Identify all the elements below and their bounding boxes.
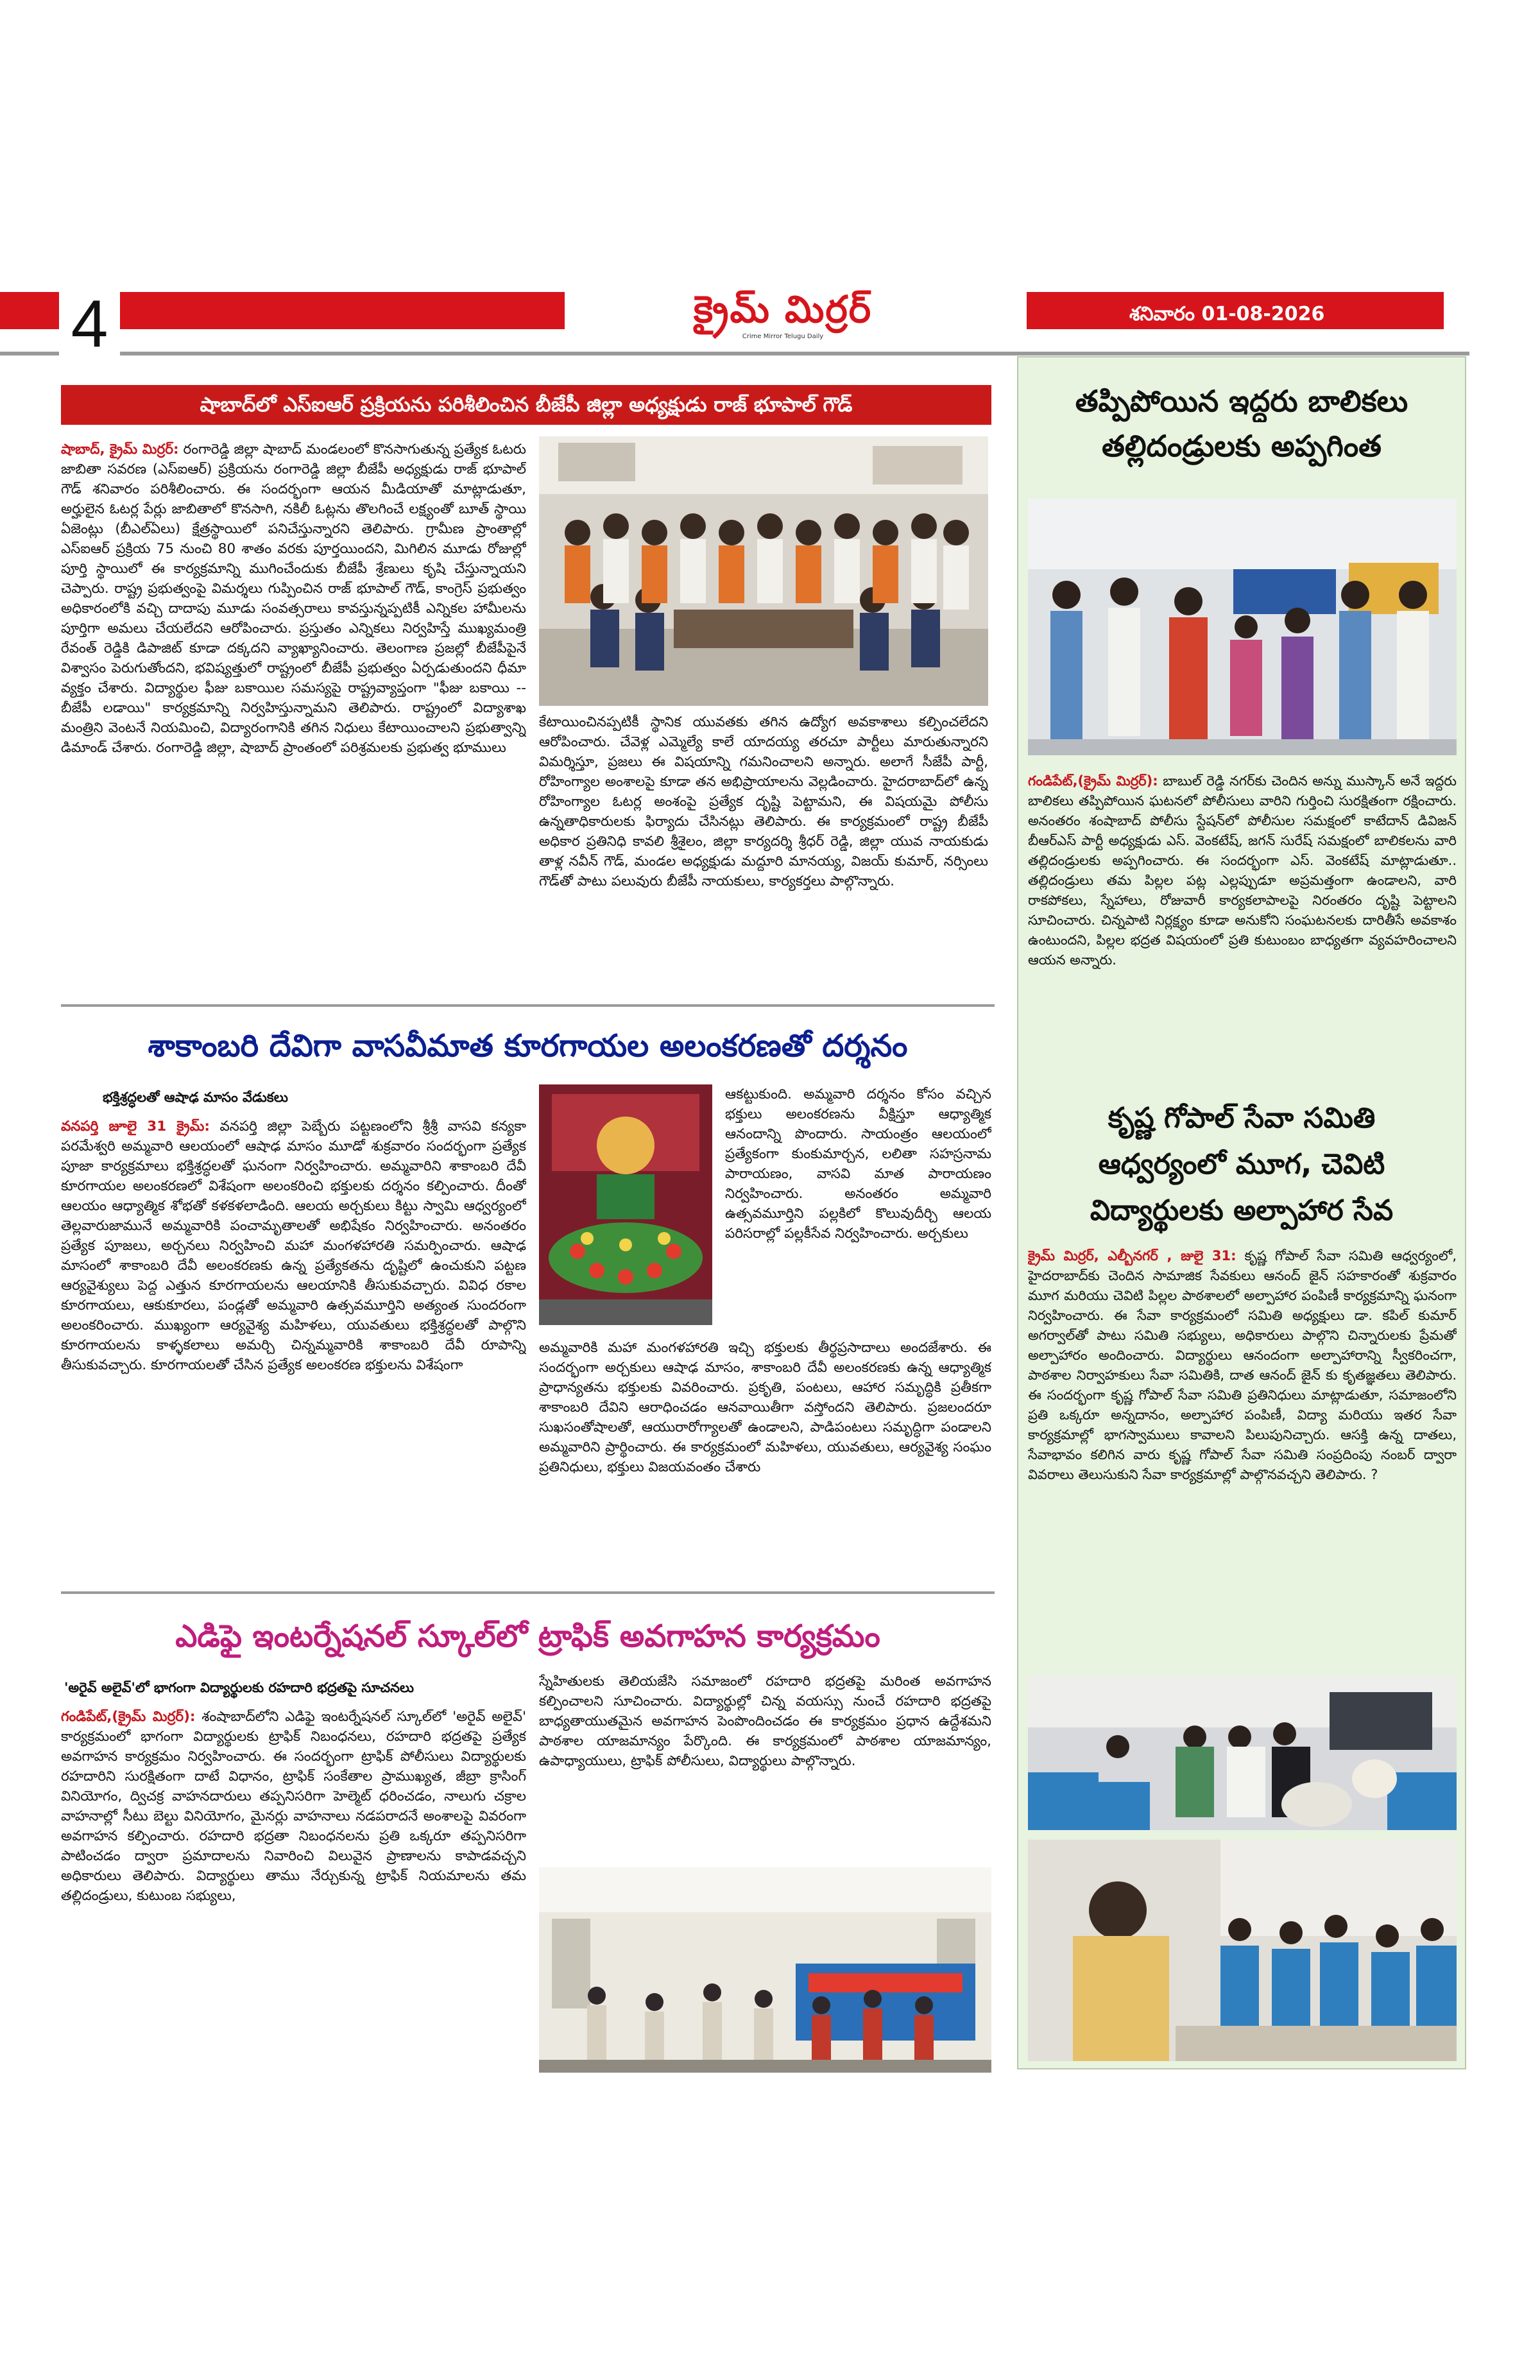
article1-lead: షాబాద్, క్రైమ్ మిర్రర్: — [61, 441, 179, 458]
sidebar-story2-photo-2 — [1028, 1840, 1457, 2061]
sidebar-story2-body — [1028, 1246, 1457, 1663]
article2-body-right-top: ఆకట్టుకుంది. అమ్మవారి దర్శనం కోసం వచ్చిన భక్తులు అలంకరణను వీక్షిస్తూ ఆధ్యాత్మిక ఆనందాన్ని పొందారు. సాయంత్రం ఆలయంలో ప్రత్యేకంగా కుంకుమార్చన, లలితా సహస్రనామ పారాయణం, వాసవి మాత పారాయణం నిర్వహించారు. అనంతరం అమ్మవారి ఉత్సవమూర్తిని పల్లకిలో కొలువుదీర్చి ఆలయ పరిసరాల్లో పల్లకీసేవ నిర్వహించారు. అర్చకులు — [725, 1086, 991, 1242]
article3-body-left — [61, 1707, 526, 2073]
article3-photo — [539, 1867, 991, 2073]
article2-lead: వనపర్తి జూలై 31 క్రైమ్: — [61, 1118, 210, 1134]
page-number: 4 — [59, 286, 120, 362]
article2-photo — [539, 1084, 712, 1325]
article3-body-right: స్నేహితులకు తెలియజేసి సమాజంలో రహదారి భద్రతపై మరింత అవగాహన కల్పించాలని సూచించారు. విద్యార్థుల్లో చిన్న వయస్సు నుంచే రహదారి భద్రతపై బాధ్యతాయుతమైన అవగాహన పెంపొందించడం ఈ కార్యక్రమం ప్రధాన ఉద్దేశమని పాఠశాల యాజమాన్యం పేర్కొంది. ఈ కార్యక్రమంలో పాఠశాల యాజమాన్యం, ఉపాధ్యాయులు, ట్రాఫిక్ పోలీసులు, విద్యార్థులు పాల్గొన్నారు. — [539, 1674, 991, 1769]
article3-headline: ఎడిఫై ఇంటర్నేషనల్ స్కూల్‌లో ట్రాఫిక్ అవగాహన కార్యక్రమం — [175, 1618, 880, 1654]
masthead-title: క్రైమ్ మిర్రర్ — [693, 287, 873, 331]
sidebar-story1-headline-1: తప్పిపోయిన ఇద్దరు బాలికలు — [1075, 384, 1408, 418]
article2-text-left: వనపర్తి జిల్లా పెబ్బేరు పట్టణంలోని శ్రీశ్రీ వాసవి కన్యకా పరమేశ్వరి అమ్మవారి ఆలయంలో ఆషాఢ మాసం మూడో శుక్రవారం సందర్భంగా ప్రత్యేక పూజా కార్యక్రమాలు భక్తిశ్రద్ధలతో ఘనంగా నిర్వహించారు. అమ్మవారిని శాకాంబరి దేవీ కూరగాయల అలంకరణలో విశేషంగా అలంకరించి భక్తులకు దర్శనం కల్పించారు. దీంతో ఆలయం ఆధ్యాత్మిక శోభతో కళకళలాడింది. ఆలయ అర్చకులు కిట్టు స్వామి ఆధ్వర్యంలో తెల్లవారుజామునే అమ్మవారికి పంచామృతాలతో అభిషేకం నిర్వహించారు. అనంతరం ప్రత్యేక పూజలు, అర్చనలు నిర్వహించి మహా మంగళహారతి సమర్పించారు. ఆషాఢ మాసంలో శాకాంబరి దేవీ అలంకరణకు ఉన్న ప్రత్యేకతను దృష్టిలో ఉంచుకుని పట్టణ ఆర్యవైశ్యులు పెద్ద ఎత్తున కూరగాయలను ఆలయానికి తీసుకువచ్చారు. వివిధ రకాల కూరగాయలు, ఆకుకూరలు, పండ్లతో అమ్మవారి ఉత్సవమూర్తిని అత్యంత సుందరంగా అలంకరించారు. ముఖ్యంగా ఆర్యవైశ్య మహిళలు, యువతులు భక్తిశ్రద్ధలతో పాల్గొని కూరగాయలను కాళ్ళకలాలు అమర్చి చిన్నమ్మవారికి శాకాంబరి దేవీ రూపాన్ని తీసుకువచ్చారు. కూరగాయలతో చేసిన ప్రత్యేక అలంకరణ భక్తులను విశేషంగా — [61, 1118, 526, 1373]
article1-headline: షాబాద్‌లో ఎస్ఐఆర్ ప్రక్రియను పరిశీలించిన బీజేపీ జిల్లా అధ్యక్షుడు రాజ్ భూపాల్ గౌడ్ — [61, 385, 991, 425]
sidebar — [1017, 356, 1466, 2069]
sidebar-story1-photo — [1028, 499, 1457, 755]
header-rule — [0, 352, 1469, 355]
speaker-with-students-photo-icon — [1028, 1840, 1457, 2061]
sidebar-story1-headline-2: తల్లిదండ్రులకు అప్పగింత — [1102, 429, 1382, 463]
article2-body-left — [61, 1117, 526, 1585]
sidebar-story2-lead: క్రైమ్ మిర్రర్, ఎల్బీనగర్ , జులై 31: — [1028, 1248, 1236, 1263]
masthead — [664, 286, 902, 350]
article2-headline: శాకాంబరి దేవిగా వాసవీమాత కూరగాయల అలంకరణతో దర్శనం — [148, 1028, 908, 1064]
dateline: శనివారం 01-08-2026 — [1129, 303, 1325, 325]
group-photo-icon — [539, 436, 988, 706]
police-station-photo-icon — [1028, 499, 1457, 755]
article3-text-left: శంషాబాద్‌లోని ఎడిఫై ఇంటర్నేషనల్ స్కూల్‌లో 'అరైవ్ అలైవ్' కార్యక్రమంలో భాగంగా విద్యార్థులకు ట్రాఫిక్ నిబంధనలు, రహదారి భద్రతపై ప్రత్యేక అవగాహన కార్యక్రమం నిర్వహించారు. ఈ సందర్భంగా ట్రాఫిక్ పోలీసులు విద్యార్థులకు రహదారిని సురక్షితంగా దాటే విధానం, ట్రాఫిక్ సంకేతాల ప్రాముఖ్యత, జీబ్రా క్రాసింగ్ వినియోగం, ద్విచక్ర వాహనదారులు తప్పనిసరిగా హెల్మెట్ ధరించడం, నాలుగు చక్రాల వాహనాల్లో సీటు బెల్టు వినియోగం, మైనర్లు వాహనాలు నడపరాదనే అంశాలపై వివరంగా అవగాహన కల్పించారు. రహదారి భద్రతా నిబంధనలను ప్రతి ఒక్కరూ తప్పనిసరిగా పాటించడం ద్వారా ప్రమాదాలను నివారించి విలువైన ప్రాణాలను కాపాడవచ్చని అధికారులు తెలిపారు. విద్యార్థులు తాము నేర్చుకున్న ట్రాఫిక్ నియమాలను తమ తల్లిదండ్రులు, కుటుంబ సభ్యులు, — [61, 1709, 526, 1904]
article3-lead: గండిపేట్,(క్రైమ్ మిర్రర్): — [61, 1709, 196, 1725]
sidebar-story1-text: బాబుల్ రెడ్డి నగర్‌కు చెందిన అన్ను ముస్కాన్ అనే ఇద్దరు బాలికలు తప్పిపోయిన ఘటనలో పోలీసులు వారిని గుర్తించి సురక్షితంగా రక్షించారు. అనంతరం శంషాబాద్ పోలీసు స్టేషన్‌లో పోలీసుల సమక్షంలో కాటేదాన్ డివిజన్ బీఆర్ఎస్ పార్టీ అధ్యక్షుడు ఎస్. వెంకటేష్, జగన్ సురేష్ సమక్షంలో బాలికలను వారి తల్లిదండ్రులకు అప్పగించారు. ఈ సందర్భంగా ఎస్. వెంకటేష్ మాట్లాడుతూ.. తల్లిదండ్రులు తమ పిల్లల పట్ల ఎల్లప్పుడూ అప్రమత్తంగా ఉండాలని, వారి రాకపోకలు, స్నేహాలు, రోజువారీ కార్యకలాపాలపై నిరంతరం దృష్టి పెట్టాలని సూచించారు. చిన్నపాటి నిర్లక్ష్యం కూడా అనుకోని సంఘటనలకు దారితీసే అవకాశం ఉంటుందని, పిల్లల భద్రత విషయంలో ప్రతి కుటుంబం బాధ్యతగా వ్యవహరించాలని ఆయన అన్నారు. — [1028, 773, 1457, 968]
article3-kicker: 'అరైవ్ అలైవ్'లో భాగంగా విద్యార్థులకు రహదారి భద్రతపై సూచనలు — [64, 1680, 415, 1695]
sidebar-story2-text: కృష్ణ గోపాల్ సేవా సమితి ఆధ్వర్యంలో, హైదరాబాద్‌కు చెందిన సామాజిక సేవకులు ఆనంద్ జైన్ సహకారంతో శుక్రవారం మూగ మరియు చెవిటి పిల్లల పాఠశాలలో అల్పాహార పంపిణీ కార్యక్రమాన్ని ఘనంగా నిర్వహించారు. ఈ సేవా కార్యక్రమంలో సమితి అధ్యక్షులు డా. కపిల్ కుమార్ అగర్వాల్‌తో పాటు సమితి సభ్యులు, అధికారులు పాల్గొని చిన్నారులకు ప్రేమతో అల్పాహారం అందించారు. విద్యార్థులు ఆనందంగా అల్పాహారాన్ని స్వీకరించగా, పాఠశాల నిర్వాహకులు సేవా సమితికి, దాత ఆనంద్ జైన్ కు కృతజ్ఞతలు తెలిపారు. ఈ సందర్భంగా కృష్ణ గోపాల్ సేవా సమితి ప్రతినిధులు మాట్లాడుతూ, సమాజంలోని ప్రతి ఒక్కరూ అన్నదానం, అల్పాహార పంపిణీ, విద్యా మరియు ఇతర సేవా కార్యక్రమాల్లో భాగస్వాములు కావాలని పిలుపునిచ్చారు. ఆసక్తి ఉన్న దాతలు, సేవాభావం కలిగిన వారు కృష్ణ గోపాల్ సేవా సమితి సంప్రదింపు నంబర్ ద్వారా వివరాలు తెలుసుకుని సేవా కార్యక్రమాల్లో పాల్గొనవచ్చని తెలిపారు. ? — [1028, 1248, 1457, 1482]
sidebar-story2-headline-1: కృష్ణ గోపాల్ సేవా సమితి — [1108, 1102, 1376, 1134]
article2-body-right-bottom: అమ్మవారికి మహా మంగళహారతి ఇచ్చి భక్తులకు తీర్థప్రసాదాలు అందజేశారు. ఈ సందర్భంగా అర్చకులు ఆషాఢ మాసం, శాకాంబరి దేవీ అలంకరణకు ఉన్న ఆధ్యాత్మిక ప్రాధాన్యతను భక్తులకు వివరించారు. ప్రకృతి, పంటలు, ఆహార సమృద్ధికి ప్రతీకగా శాకాంబరి దేవిని ఆరాధించడం ఆనవాయితీగా వస్తోందని తెలిపారు. ప్రజలందరూ సుఖసంతోషాలతో, ఆయురారోగ్యాలతో ఉండాలని, పాడిపంటలు సమృద్ధిగా పండాలని అమ్మవారిని ప్రార్థించారు. ఈ కార్యక్రమంలో మహిళలు, యువతులు, ఆర్యవైశ్య సంఘం ప్రతినిధులు, భక్తులు విజయవంతం చేశారు — [539, 1340, 991, 1475]
article2-kicker: భక్తిశ్రద్ధలతో ఆషాఢ మాసం వేడుకలు — [103, 1090, 288, 1105]
section-divider-1 — [61, 1004, 995, 1007]
article1-body-right: కేటాయించినప్పటికీ స్థానిక యువతకు తగిన ఉద్యోగ అవకాశాలు కల్పించలేదని ఆరోపించారు. చేవెళ్ల ఎమ్మెల్యే కాలే యాదయ్య తరచూ పార్టీలు మారుతున్నారని విమర్శిస్తూ, ప్రజలు ఈ విషయాన్ని గమనించాలని అన్నారు. అలాగే సీజేపీ పార్టీ, రోహింగ్యాల అంశాలపై కూడా తన అభిప్రాయాలను వెల్లడించారు. హైదరాబాద్‌లో ఉన్న రోహింగ్యాల ఓటర్ల అంశంపై ప్రత్యేక దృష్టి పెట్టామని, ఈ విషయమై పోలీసు ఉన్నతాధికారులకు ఫిర్యాదు చేసినట్లు తెలిపారు. ఈ కార్యక్రమంలో రాష్ట్ర బీజేపీ అధికార ప్రతినిధి కావలి శ్రీశైలం, జిల్లా కార్యదర్శి శ్రీధర్ రెడ్డి, జిల్లా యువ నాయకుడు తాళ్ల నవీన్ గౌడ్, మండల అధ్యక్షుడు మద్దూరి మానయ్య, విజయ్ కుమార్, నర్సింలు గౌడ్‌తో పాటు పలువురు బీజేపీ నాయకులు, కార్యకర్తలు పాల్గొన్నారు. — [539, 714, 988, 889]
article1-body-left — [61, 440, 526, 991]
sidebar-story2-photo-1 — [1028, 1676, 1457, 1830]
deity-photo-icon — [539, 1084, 712, 1325]
section-divider-2 — [61, 1591, 995, 1594]
masthead-tagline: Crime Mirror Telugu Daily — [742, 333, 824, 340]
sidebar-story2-headline-2: ఆధ్వర్యంలో మూగ, చెవిటి — [1098, 1148, 1385, 1181]
article1-photo — [539, 436, 988, 706]
sidebar-story1-body — [1028, 771, 1457, 1079]
sidebar-story1-lead: గండిపేట్,(క్రైమ్ మిర్రర్): — [1028, 773, 1158, 789]
article1-text-left: రంగారెడ్డి జిల్లా షాబాద్ మండలంలో కొనసాగుతున్న ప్రత్యేక ఓటరు జాబితా సవరణ (ఎస్ఐఆర్) ప్రక్రియను రంగారెడ్డి జిల్లా బీజేపీ అధ్యక్షుడు రాజ్ భూపాల్ గౌడ్ శనివారం పరిశీలించారు. ఈ సందర్భంగా ఆయన మీడియాతో మాట్లాడుతూ, అర్హులైన ఓటర్ల పేర్లు జాబితాలో కొనసాగి, నకిలీ ఓట్లను తొలగించే లక్ష్యంతో బూత్ స్థాయి ఏజెంట్లు (బీఎల్ఏలు) క్షేత్రస్థాయిలో పనిచేస్తున్నారని తెలిపారు. గ్రామీణ ప్రాంతాల్లో ఎస్ఐఆర్ ప్రక్రియ 75 నుంచి 80 శాతం వరకు పూర్తయిందని, మిగిలిన మూడు రోజుల్లో పూర్తి స్థాయిలో ఈ కార్యక్రమాన్ని ముగించేందుకు బీజేపీ శ్రేణులు కృషి చేస్తున్నాయని చెప్పారు. రాష్ట్ర ప్రభుత్వంపై విమర్శలు గుప్పించిన రాజ్ భూపాల్ గౌడ్, కాంగ్రెస్ ప్రభుత్వం అధికారంలోకి వచ్చి దాదాపు మూడు సంవత్సరాలు కావస్తున్నప్పటికీ ఎన్నికల హామీలను పూర్తిగా అమలు చేయలేదని ఆరోపించారు. ప్రస్తుతం ఎన్నికలు నిర్వహిస్తే ముఖ్యమంత్రి రేవంత్ రెడ్డికి డిపాజిట్ కూడా దక్కదని వ్యాఖ్యానించారు. తెలంగాణ ప్రజల్లో బీజేపీపైనే విశ్వాసం పెరుగుతోందని, భవిష్యత్తులో రాష్ట్రంలో బీజేపీ ప్రభుత్వం ఏర్పడుతుందని ధీమా వ్యక్తం చేశారు. విద్యార్థుల ఫీజు బకాయిల సమస్యపై రాష్ట్రవ్యాప్తంగా "ఫీజు బకాయి -- బీజేపీ లడాయి" కార్యక్రమాన్ని నిర్వహిస్తున్నామని తెలిపారు. రాష్ట్రంలో విద్యాశాఖ మంత్రిని వెంటనే నియమించి, విద్యారంగానికి తగిన నిధులు కేటాయించాలని ప్రభుత్వాన్ని డిమాండ్ చేశారు. రంగారెడ్డి జిల్లా, షాబాద్ ప్రాంతంలో పరిశ్రమలకు ప్రభుత్వ భూములు — [61, 441, 526, 756]
school-event-photo-icon — [539, 1867, 991, 2073]
breakfast-service-photo-icon — [1028, 1676, 1457, 1830]
sidebar-story2-headline-3: విద్యార్థులకు అల్పాహార సేవ — [1090, 1194, 1394, 1227]
